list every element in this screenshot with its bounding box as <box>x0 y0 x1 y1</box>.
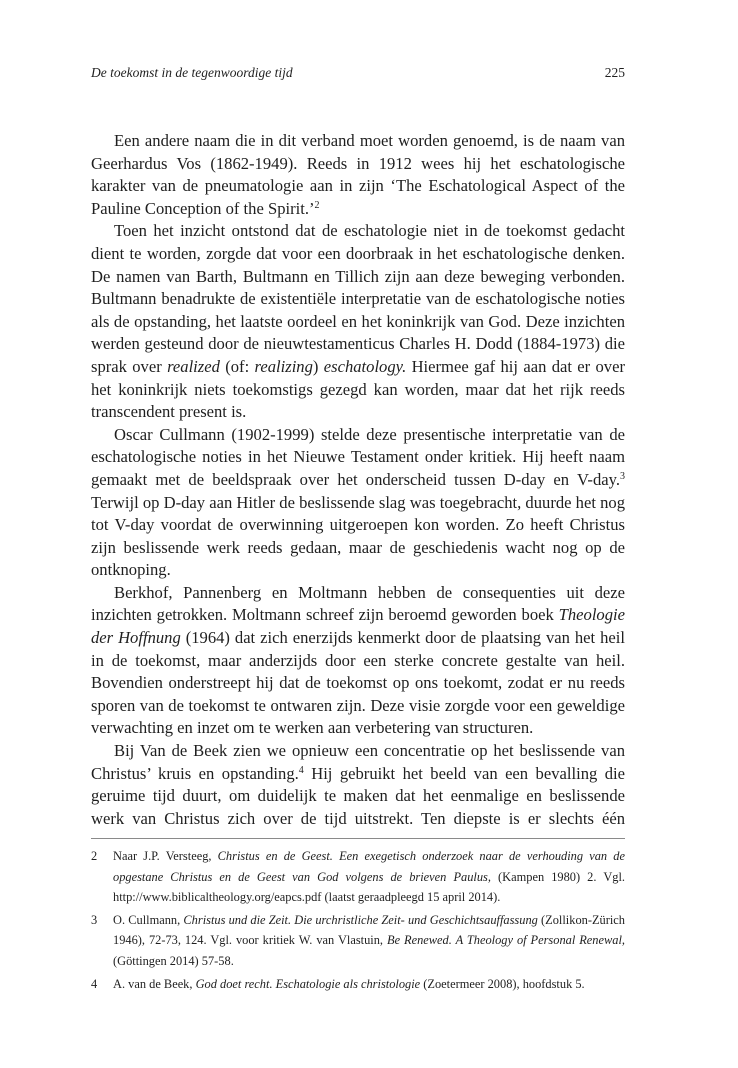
text-run: Terwijl op D-day aan Hitler de beslissende slag was toegebracht, duurde het nog tot V-day voordat de overwinning uitgeroepen kon worden. Zo heeft Christus zijn beslissende werk reeds gedaan, maar de geschiedenis wacht nog op de ontknoping. <box>91 492 625 580</box>
footnote-marker: 4 <box>298 764 304 776</box>
footnote-text <box>113 849 625 904</box>
paragraph <box>91 130 625 220</box>
footnote <box>91 974 625 995</box>
text-run: (1964) dat zich enerzijds kenmerkt door de plaatsing van het heil in de toekomst, maar anderzijds door een sterke concrete gestalte van heil. Bovendien onderstreept hij dat de toekomst op ons toekomt, zodat er nu reeds sporen van de toekomst te ontwaren zijn. Deze visie zorgde voor een geweldige verwachting en inzet om te werken aan verbetering van structuren. <box>91 628 625 738</box>
italic-text: God doet recht. Eschatologie als christologie <box>195 976 421 991</box>
text-run: Een andere naam die in dit verband moet worden genoemd, is de naam van Geerhardus Vos (1862-1949). Reeds in 1912 wees hij het eschatologische karakter van de pneumatologie aan in zijn ‘The Eschatological Aspect of the Pauline Conception of the Spirit.’ <box>91 131 625 218</box>
text-run: (Göttingen 2014) 57-58. <box>113 953 234 968</box>
italic-text: Christus und die Zeit. Die urchristliche Zeit- und Geschichtsauffassung <box>183 912 538 927</box>
footnote-text <box>113 977 585 991</box>
italic-text: realizing <box>254 356 313 376</box>
text-run: Oscar Cullmann (1902-1999) stelde deze presentische interpretatie van de eschatologische noties in het Nieuwe Testament onder kritiek. Hij heeft naam gemaakt met de beeldspraak over het onderscheid tussen D-day en V-day. <box>91 424 625 489</box>
text-run: Toen het inzicht ontstond dat de eschatologie niet in de toekomst gedacht dient te worden, zorgde dat voor een doorbraak in het eschatologische denken. De namen van Barth, Bultmann en Tillich zijn aan deze beweging verbonden. Bultmann benadrukte de existentiële interpretatie van de eschatologische noties als de opstanding, het laatste oordeel en het koninkrijk van God. Deze inzichten werden gesteund door de nieuwtestamenticus Charles H. Dodd (1884-1973) die sprak over <box>91 221 625 376</box>
paragraph <box>91 582 625 740</box>
footnote <box>91 846 625 908</box>
paragraph <box>91 740 625 830</box>
text-run: Hiermee gaf hij aan dat er over het koninkrijk niets toekomstigs gezegd kan worden, maar dat het rijk reeds transcendent present is. <box>91 356 625 422</box>
italic-text: Be Renewed. A Theology of Personal Renewal, <box>387 933 625 948</box>
paragraph <box>91 220 625 423</box>
paragraph <box>91 424 625 582</box>
italic-text: eschatology. <box>323 356 407 376</box>
footnote-separator <box>91 838 625 839</box>
running-title: De toekomst in de tegenwoordige tijd <box>91 65 293 80</box>
footnote-marker: 3 <box>620 470 625 482</box>
text-run: ) <box>312 356 324 376</box>
text-run: (of: <box>219 356 255 376</box>
footnote <box>91 910 625 972</box>
text-run: Berkhof, Pannenberg en Moltmann hebben de consequenties uit deze inzichten getrokken. Moltmann schreef zijn beroemd geworden boek <box>91 582 625 625</box>
footnote-number: 3 <box>91 912 98 927</box>
text-run: (Kampen 1980) 2. Vgl. http://www.biblicaltheology.org/eapcs.pdf (laatst geraadpleegd 15 april 2014). <box>113 869 625 905</box>
text-run: A. van de Beek, <box>113 976 196 991</box>
text-run: (Zoetermeer 2008), hoofdstuk 5. <box>420 976 585 991</box>
footnote-text <box>113 913 625 968</box>
italic-text: Theologie der Hoffnung <box>91 605 625 648</box>
footnotes <box>91 846 625 996</box>
text-run: (Zollikon-Zürich 1946), 72-73, 124. Vgl. voor kritiek W. van Vlastuin, <box>113 912 625 948</box>
text-run: O. Cullmann, <box>113 912 184 927</box>
running-header <box>91 63 625 83</box>
footnote-number: 2 <box>91 849 98 863</box>
italic-text: Christus en de Geest. Een exegetisch onderzoek naar de verhouding van de opgestane Christus en de Geest van God volgens de brieven Paulus, <box>113 849 625 884</box>
page-number: 225 <box>604 65 625 80</box>
text-run: Bij Van de Beek zien we opnieuw een concentratie op het beslissende van Christus’ kruis en opstanding. <box>91 741 625 783</box>
text-run: Naar J.P. Versteeg, <box>113 849 218 863</box>
footnote-marker: 2 <box>314 199 320 211</box>
italic-text: realized <box>167 356 220 376</box>
body-text <box>91 130 625 830</box>
text-run: Hij gebruikt het beeld van een bevalling die geruime tijd duurt, om duidelijk te maken dat het eenmalige en beslissende werk van Christus zich over de tijd uitstrekt. Ten diepste is er slechts één <box>91 763 625 828</box>
footnote-number: 4 <box>91 976 98 991</box>
